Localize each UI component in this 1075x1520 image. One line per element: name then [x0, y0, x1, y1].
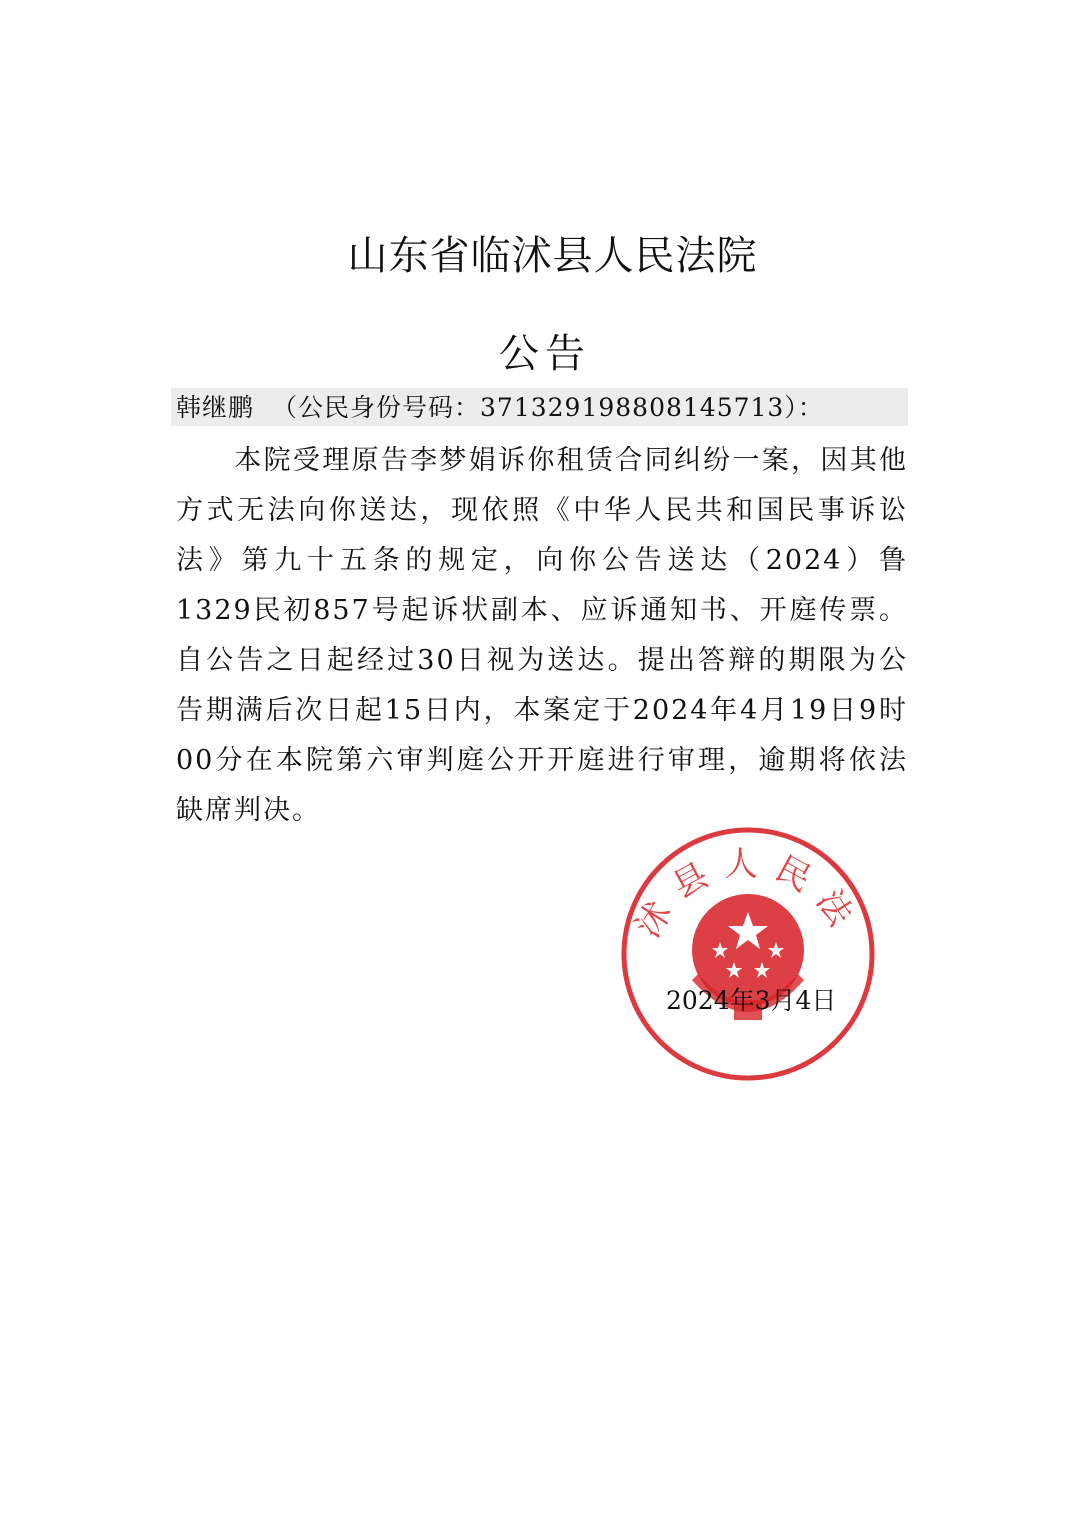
seal-text: 沭县人民法 [628, 844, 868, 945]
notice-body-text: 本院受理原告李梦娟诉你租赁合同纠纷一案，因其他方式无法向你送达，现依照《中华人民共和国民事诉讼法》第九十五条的规定，向你公告送达（2024）鲁1329民初857号起诉状副本、应诉通知书、开庭传票。自公告之日起经过30日视为送达。提出答辩的期限为公告期满后次日起15日内，本案定于2024年4月19日9时00分在本院第六审判庭公开开庭进行审理，逾期将依法缺席判决。 [176, 445, 908, 826]
notice-date: 2024年3月4日 [666, 986, 837, 1015]
court-name-heading: 山东省临沭县人民法院 [347, 233, 758, 279]
addressee-line [176, 390, 824, 426]
addressee-name: 韩继鹏 [176, 393, 255, 422]
court-seal-icon [618, 824, 878, 1084]
notice-title: 公告 [499, 331, 591, 377]
addressee-id: （公民身份号码：371329198808145713）： [272, 393, 824, 422]
notice-body [176, 436, 908, 836]
